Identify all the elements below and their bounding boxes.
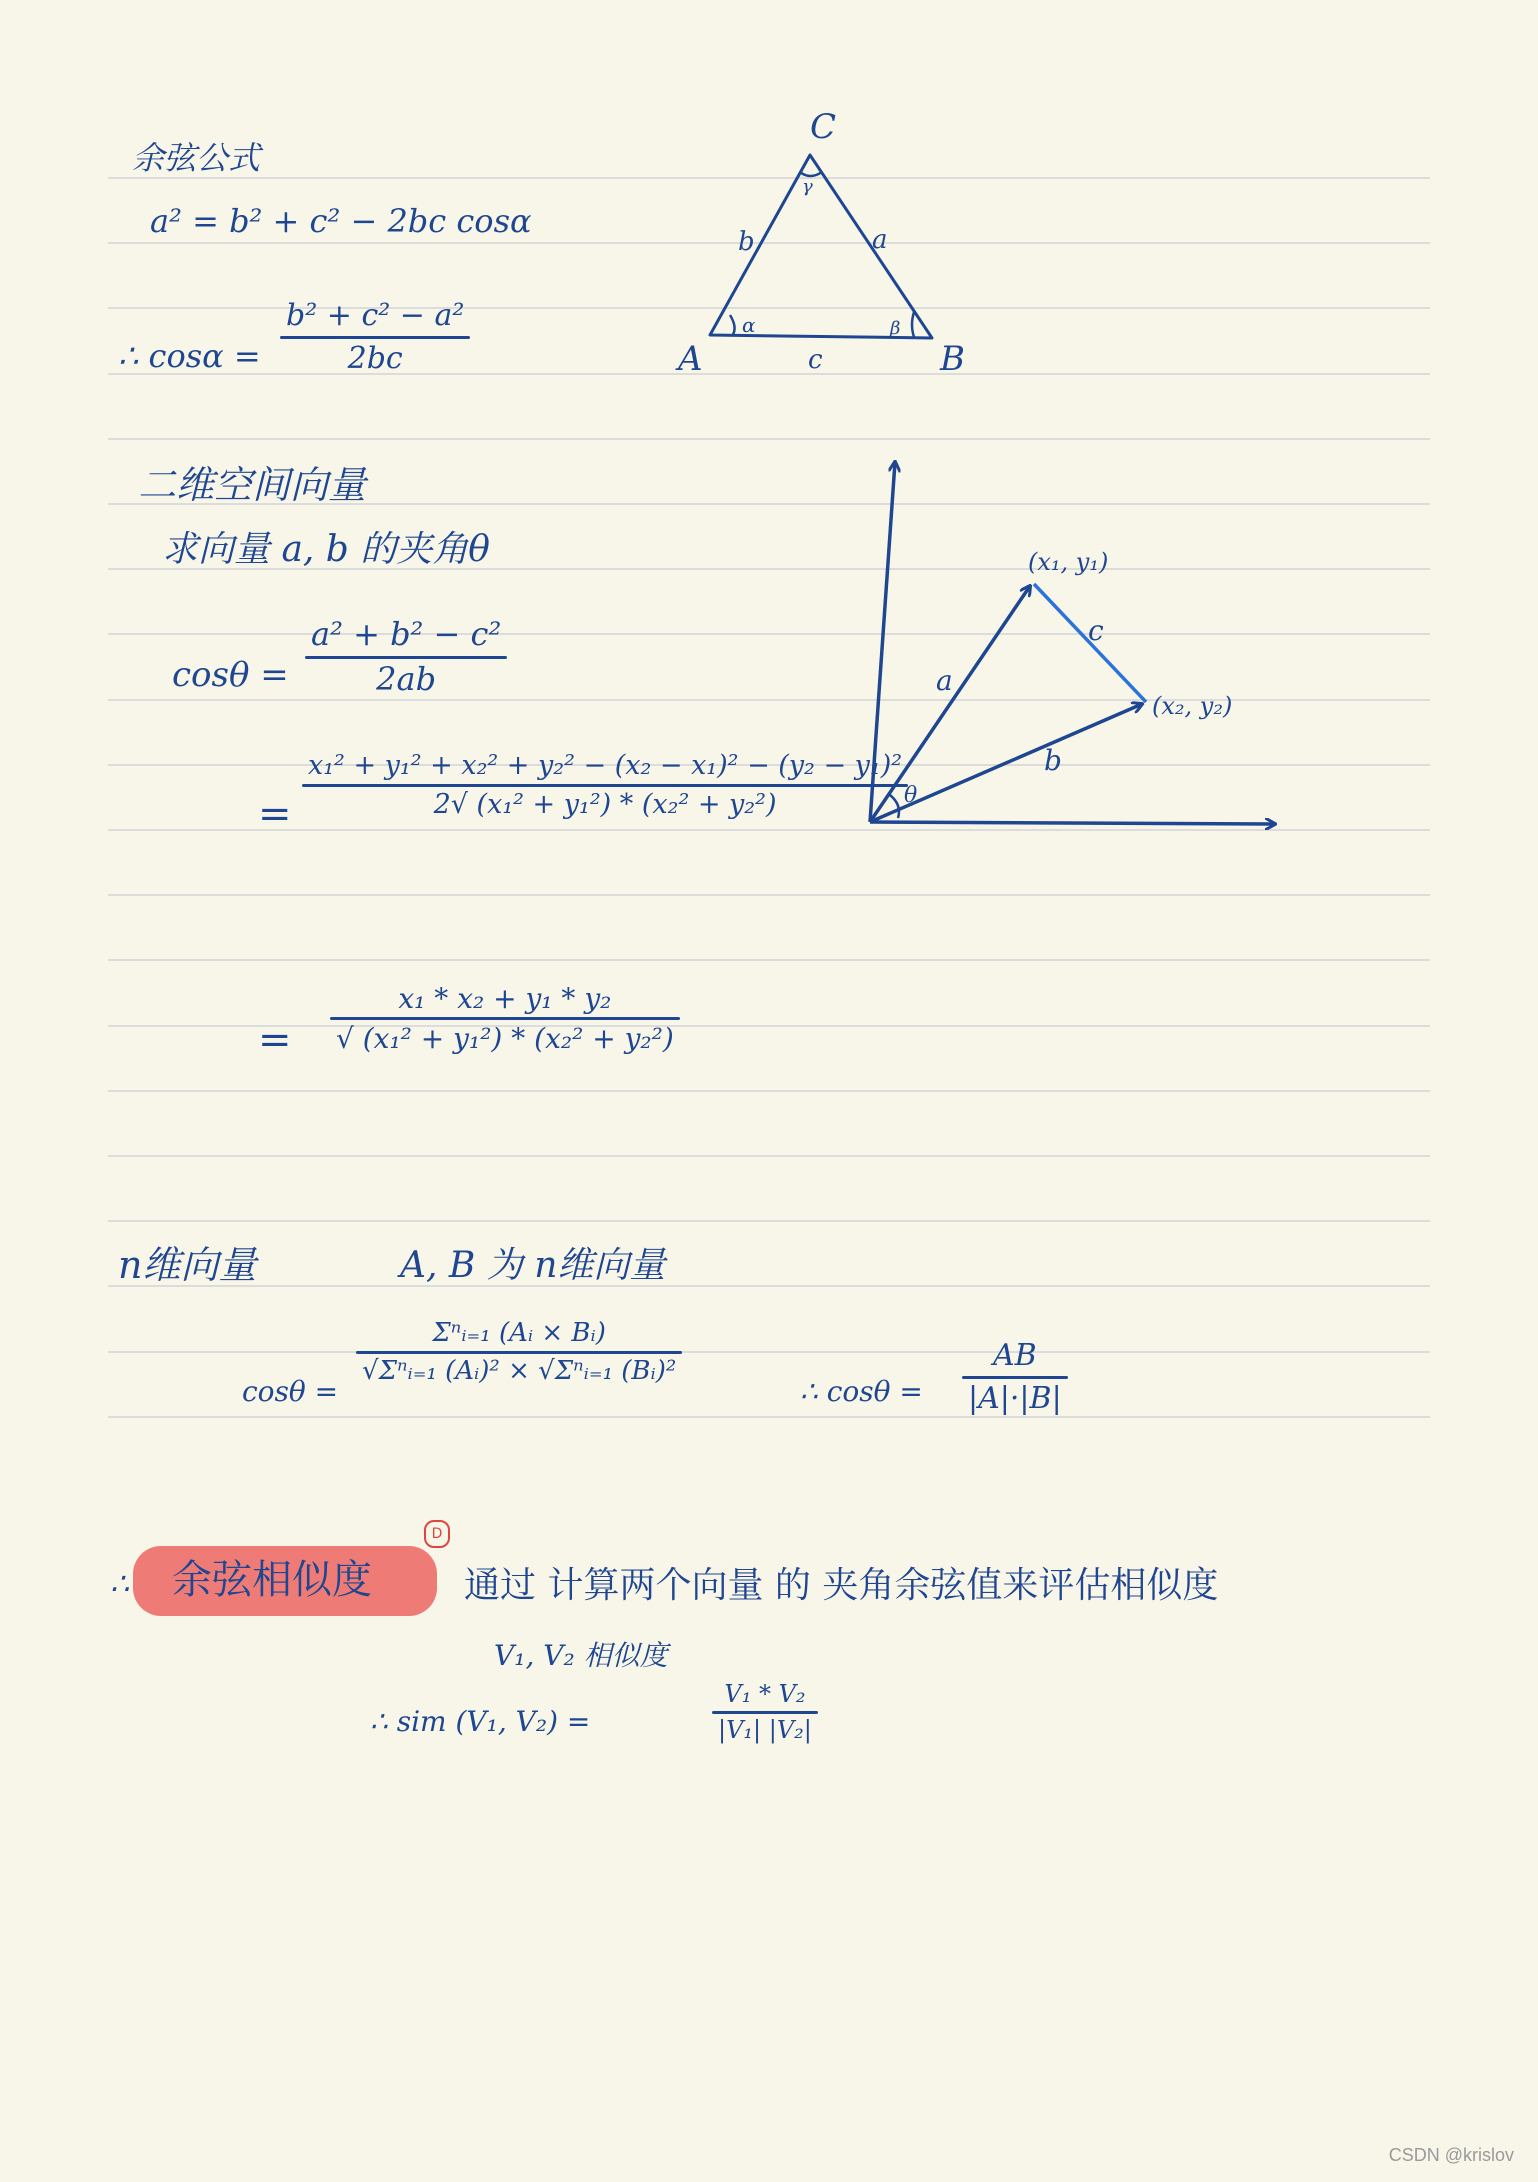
cos-theta-fraction-1 <box>305 615 507 698</box>
vertex-a-label: A <box>678 339 703 379</box>
section-title-nd-vectors: n维向量 <box>118 1243 257 1287</box>
point2-label: (x₂, y₂) <box>1152 692 1233 720</box>
fraction-2-denominator: 2√ (x₁² + y₁²) * (x₂² + y₂²) <box>433 789 777 821</box>
fraction-3-denominator: √ (x₁² + y₁²) * (x₂² + y₂²) <box>336 1022 674 1056</box>
fraction-bar <box>962 1376 1068 1379</box>
section-title-law-of-cosines: 余弦公式 <box>132 139 261 177</box>
nd-fraction-numerator: Σⁿᵢ₌₁ (Aᵢ × Bᵢ) <box>432 1318 606 1348</box>
fraction-1-numerator: a² + b² − c² <box>311 615 502 653</box>
side-a-label: a <box>872 225 888 255</box>
nd-cos-fraction <box>356 1320 682 1386</box>
equals-sign-3: = <box>258 1017 292 1063</box>
therefore-dots: ∴ <box>110 1567 130 1602</box>
cosine-similarity-term: 余弦相似度 <box>172 1557 372 1603</box>
vector-a-label: a <box>936 664 953 697</box>
fraction-bar <box>302 784 908 787</box>
section-title-2d-vectors: 二维空间向量 <box>138 463 367 507</box>
cos-alpha-denominator: 2bc <box>347 340 403 376</box>
vector-b-label: b <box>1044 744 1062 777</box>
angle-arc-a <box>730 315 735 336</box>
y-axis <box>870 462 895 822</box>
cos-alpha-fraction <box>280 300 470 374</box>
sim-fraction <box>712 1682 818 1743</box>
x-axis <box>870 822 1275 824</box>
footnote-mark: D <box>424 1520 450 1548</box>
sim-denominator: |V₁| |V₂| <box>718 1716 812 1745</box>
vectors-similarity-line: V₁, V₂ 相似度 <box>494 1639 668 1672</box>
cos-theta-fraction-2 <box>302 752 908 820</box>
cos-alpha-label: ∴ cosα = <box>118 337 261 375</box>
theta-label: θ <box>904 783 918 808</box>
angle-alpha-label: α <box>742 313 756 337</box>
side-c-label: c <box>808 345 823 375</box>
cos-theta-fraction-3 <box>330 984 680 1054</box>
nd-cos-label: cosθ = <box>242 1375 339 1408</box>
nd-statement: A, B 为 n维向量 <box>400 1245 666 1286</box>
fraction-3-numerator: x₁ * x₂ + y₁ * y₂ <box>398 982 612 1015</box>
vertex-c-label: C <box>810 107 837 147</box>
nd-therefore-label: ∴ cosθ = <box>800 1375 923 1408</box>
fraction-bar <box>280 336 470 339</box>
point1-label: (x₁, y₁) <box>1028 548 1109 576</box>
angle-beta-label: β <box>890 318 901 339</box>
nd-short-denominator: |A|·|B| <box>968 1380 1062 1416</box>
nd-cos-fraction-short <box>962 1340 1068 1414</box>
triangle-diagram <box>660 100 1000 380</box>
sim-numerator: V₁ * V₂ <box>724 1680 806 1708</box>
vector-c-label: c <box>1088 614 1104 647</box>
equals-sign-2: = <box>258 791 292 837</box>
angle-arc-b <box>912 312 914 337</box>
cos-theta-label: cosθ = <box>172 655 289 695</box>
fraction-bar <box>712 1711 818 1714</box>
cosine-similarity-description: 通过 计算两个向量 的 夹角余弦值来评估相似度 <box>464 1565 1219 1606</box>
angle-gamma-label: γ <box>802 176 813 197</box>
fraction-bar <box>330 1017 680 1020</box>
section-subtitle-angle: 求向量 a, b 的夹角θ <box>162 529 490 570</box>
sim-label: ∴ sim (V₁, V₂) = <box>370 1705 591 1738</box>
fraction-bar <box>356 1351 682 1354</box>
fraction-1-denominator: 2ab <box>376 659 437 698</box>
nd-fraction-denominator: √Σⁿᵢ₌₁ (Aᵢ)² × √Σⁿᵢ₌₁ (Bᵢ)² <box>362 1356 677 1387</box>
law-of-cosines-formula: a² = b² + c² − 2bc cosα <box>150 202 532 240</box>
vector-diagram <box>850 450 1310 850</box>
watermark: CSDN @krislov <box>1388 2145 1514 2165</box>
nd-short-numerator: AB <box>992 1338 1037 1373</box>
cos-alpha-numerator: b² + c² − a² <box>286 298 465 333</box>
fraction-2-numerator: x₁² + y₁² + x₂² + y₂² − (x₂ − x₁)² − (y₂ − y₁)² <box>308 750 903 781</box>
fraction-bar <box>305 656 507 659</box>
vertex-b-label: B <box>940 339 965 379</box>
side-b-label: b <box>738 227 755 257</box>
